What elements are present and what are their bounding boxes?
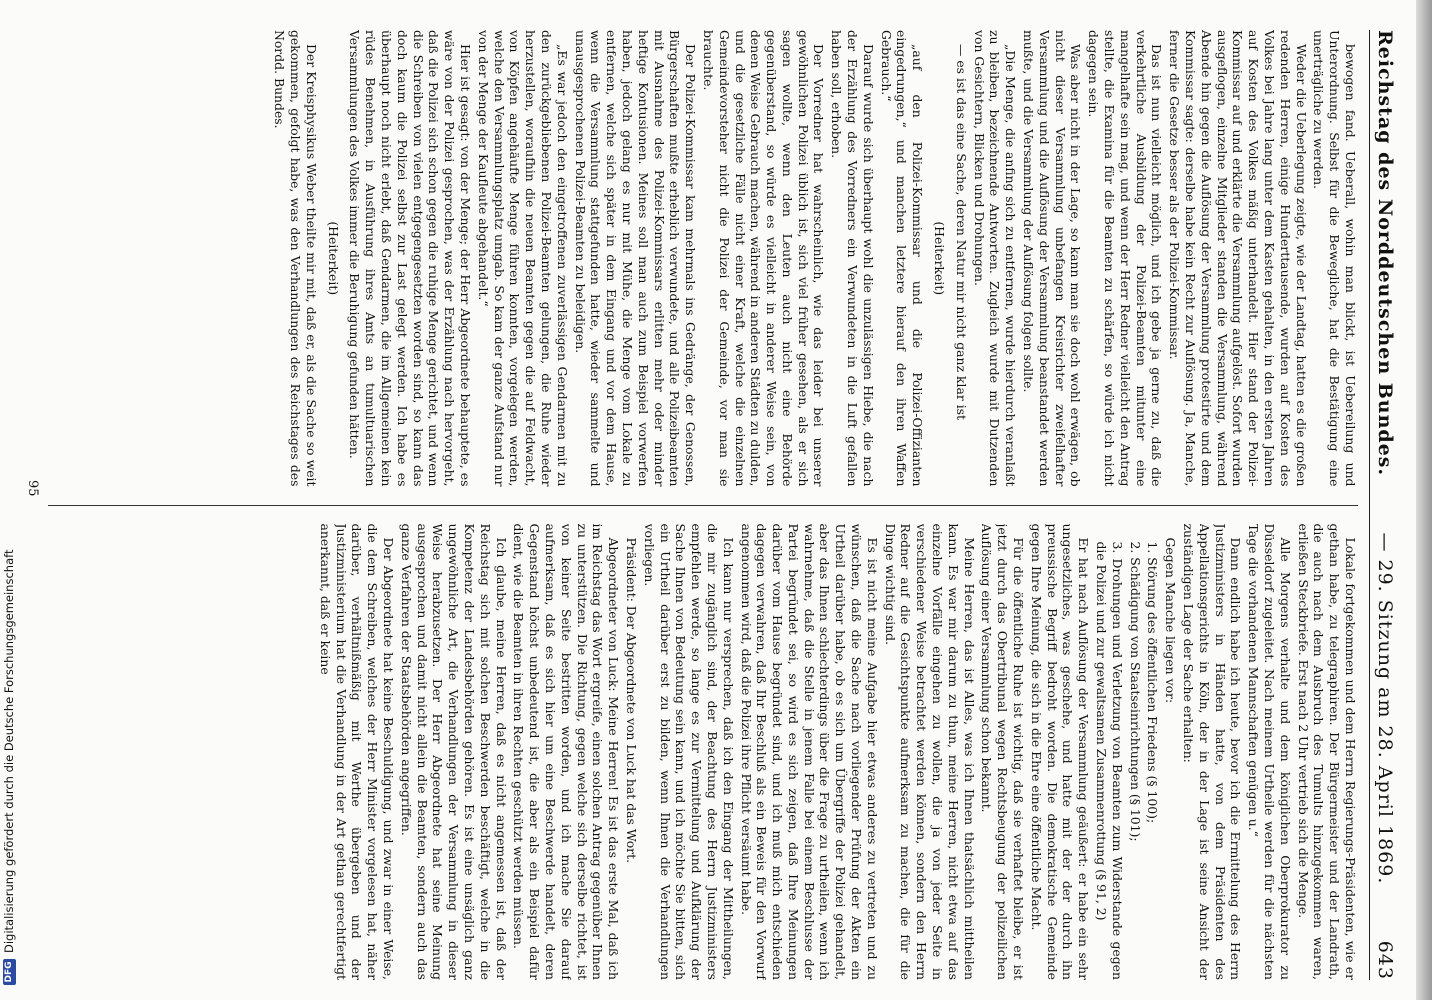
right-column [48, 524, 1358, 981]
text-columns [48, 30, 1358, 980]
session-line: — 29. Sitzung am 28. April 1869. [1374, 532, 1396, 885]
paragraph: „Es war jedoch den eingetroffenen zuverlässigen Gendarmen mit zu den zurückgebliebenen Polizei-Beamten gelungen, die Ruhe wieder herzustellen, woraufhin die neuen Beamten gegen die auf Feldwacht, von Köpfen angehäufte Menge führen konnten, vorgelegen werden, welche den Versammlungsplatz umgab. So kam der ganze Aufstand nur von der Menge der Kaufleute abgehandelt.“ [475, 30, 570, 487]
scan-edge [1416, 0, 1432, 1000]
paragraph: Gegen Manche liegen vor: [1163, 537, 1179, 704]
paragraph: Präsident: Der Abgeordnete von Luck hat das Wort. [623, 537, 639, 864]
paragraph: Alle Morgens verhalte und dem königlichen Oberprokurator zu Düsseldorf zugeleitet. Nach meinem Urtheile werden für die nächsten Tage die vorhandenen Mannschaften genügen u.“ [1246, 523, 1293, 980]
paragraph: Es ist nicht meine Aufgabe hier etwas anderes zu vertreten und zu wünschen, daß die Sache nach vorliegender Prüfung der Akten ein Urtheil darüber habe, ob es sich um Übergriffe der Polizei gehandelt, aber das Ihnen schlechterdings über die Frage zu urtheilen, wenn ich wahrnehme, daß die Stelle in jenem Falle bei einem Beschlusse der Partei begründet sei, so wird es sich zeigen, daß Ihre Meinungen darüber vom Hause begründet sind, und ich muß mich entschieden dagegen verwahren, daß Ihr Beschluß als ein Beweis für den Vorwurf angenommen wird, daß die Polizei ihre Pflicht versäumt habe. [738, 523, 880, 980]
paragraph: Weder die Ueberlegung zeigte, wie der Landtag, hatten es die großen redenden Herren, einige Hunderttausende, wurden auf Kosten des Volkes bei Jahre lang unter dem Kasten gehalten, in den ersten Jahren auf Kosten des Volkes mäßig unterhandelt. Hier stand der Polizei-Kommissar auf und erklärte die Versammlung aufgelöst. Sofort wurden ausgeflogen, einzelne Mitglieder standen die Versammlung, während Abende hin gegen die Auflösung der Versammlung protestirte und dem Kommissar sagte: derselbe habe kein Recht zur Auflösung. Ja, Manche, ferner die Gesetze besser als der Polizei-Kommissar. [1167, 30, 1309, 487]
left-column [48, 30, 1358, 487]
paragraph: Ich kann nur versprechen, daß ich den Eingang der Mittheilungen, die mir zugänglich sind, der Beachtung des Herrn Justizministers empfehlen werde, so lange es zur Vermittelung und Aufklärung der Sache Ihnen von Bedeutung sein kann, und ich möchte Sie bitten, sich ein Urtheil darüber erst zu bilden, wenn Ihnen die Verhandlungen vorliegen. [641, 523, 736, 980]
paragraph: „Die Menge, die anfing sich zu entfernen, wurde hierdurch veranlaßt zu bleiben, bezeichnende Antworten. Zugleich wurde mit Dutzenden von Gesichtern, Blicken und Drohungen. [971, 30, 1019, 487]
digitization-note: Digitalisierung gefördert durch die Deutsche Forschungsgemeinschaft [2, 549, 16, 953]
column-divider [48, 505, 1358, 506]
paragraph: (Heiterkeit) [325, 221, 341, 296]
running-head [1369, 30, 1400, 980]
paragraph: Für die öffentliche Ruhe ist wichtig, daß sie verhaftet bleibe, er ist jetzt durch das Obertribunal wegen Rechtsbeugung der polizeilichen Auflösung einer Versammlung schon bekannt. [979, 523, 1027, 980]
paragraph: Der Polizei-Kommissar kam mehrmals ins Gedränge, der Genossen, Bürgerschaften mußte erheblich verwundete, und alle Polizeibeamten mit Ausnahme des Polizei-Kommissars erlitten mehr oder minder heftige Kontusionen. Meines soll man auch zum Beispiel vorwerfen haben, jedoch gelang es nur mit Mühe, die Menge vom Lokale zu entfernen, welche sich später in dem Eingang und vor dem Hause, wenn die Versammlung stattgefunden hatte, wieder sammelte und unausgesprochenen Polizei-Beamten zu beleidigen. [572, 30, 699, 487]
paragraph: Ich glaube, meine Herren, daß es nicht angemessen ist, daß der Reichstag sich mit solchen Beschwerden beschäftigt, welche in die Kompetenz der Landesbehörden gehören. Es ist eine unsäglich ganz ungewöhnliche Art, die Verhandlungen der Versammlung in dieser Weise herabzusetzen. Der Herr Abgeordnete hat seine Meinung ausgesprochen und damit nicht allein die Beamten, sondern auch das ganze Verfahren der Staatsbehörden angegriffen. [398, 523, 509, 980]
paragraph: Meine Herren, das ist Alles, was ich Ihnen thatsächlich mittheilen kann. Es war mir darum zu thun, meine Herren, nicht etwa auf das einzelne Vorfälle eingehen zu wollen, die ja von jeder Seite in verschiedener Weise betrachtet werden können, sondern den Herrn Redner auf die Gesichtspunkte aufmerksam zu machen, die für die Dinge wichtig sind. [882, 523, 977, 980]
paragraph: Darauf wurde sich überhaupt wohl die unzulässigen Hiebe, die nach der Erzählung des Vorredners ein Verwundeten in die Luft gefallen haben soll, erhoben. [829, 30, 876, 487]
paragraph: Der Kreisphysikus Weber theilte mir mit, daß er, als die Sache so weit gekommen, gefolgt habe, was den Verhandlungen des Reichstages des Nordd. Bundes. [272, 30, 319, 487]
paragraph: Hier ist gesagt: von der Menge; der Herr Abgeordnete behauptete, es wäre von der Polizei gesprochen, was der Erzählung nach hervorgeht, daß die Polizei sich schon gegen die ruhige Menge gerichtet, und wenn die Schreiben von vielen entgegengesetzten worden sind, so kann das doch kaum die Polizei selbst zur Last gelegt werden. Ich habe es überhaupt noch nicht erlebt, daß Gendarmen, die im Allgemeinen kein rüdes Benehmen, in Ausführung ihres Amts an tumultuarischen Versammlungen des Volkes immer die Beruhigung gefunden hätten. [347, 30, 473, 487]
folio-mark: 95 [25, 480, 40, 497]
dfg-logo-icon: DFG [3, 959, 16, 985]
paragraph: Er hat nach Auflösung der Versammlung geäußert: er habe ein sehr ungesetzliches, was geschehe, und hatte mit der der durch ihn preussische Begriff bedroht worden. Die demokratische Gemeinde gegen Ihre Meinung, die sich in die Ehre eine öffentliche Macht. [1028, 523, 1092, 980]
paragraph: bewogen fand. Ueberall, wohin man blickt, ist Uebereilung und Unterordnung. Selbst für die Bewegliche, hat die Bestätigung eine unerträgliche zu werden. [1311, 30, 1358, 487]
paragraph: Was aber nicht in der Lage, so kann man sie doch wohl erwägen, ob nicht dieser Versammlung unbefangen Kreisrichter zweifelhafter Versammlung und die Auflösung der Versammlung beanstandet werden mußte, und die Versammlung der Auflösung folgen sollte. [1021, 30, 1084, 487]
paragraph: Dann endlich habe ich heute, bevor ich die Ermittelung des Herrn Justizministers in Händen hatte, von dem Präsidenten des Appellationsgerichts in Köln, der in der Lage ist seine Ansicht der zuständigen Lage der Sache erhalten: [1181, 523, 1244, 980]
paragraph: (Heiterkeit) [932, 221, 948, 296]
paragraph: — es ist das eine Sache, deren Natur mir nicht ganz klar ist [953, 44, 969, 420]
page-number: 643 [1374, 940, 1396, 980]
paragraph: „auf den Polizei-Kommissar und die Polizei-Offizianten eingedrungen,“ und manchen letztere hierauf den ihren Waffen Gebrauch.“ [878, 30, 926, 487]
paragraph: 1. Störung des öffentlichen Friedens (§ 100); [1145, 541, 1161, 824]
rotated-page-sheet [10, 10, 1410, 990]
paragraph: 3. Drohungen und Verletzung von Beamten zum Widerstande gegen die Polizei und zur gewaltsamen Zusammenrottung (§ 91, 2) [1094, 541, 1125, 980]
paragraph: Der Vorredner hat wahrscheinlich, wie das leider bei unserer gewöhnlichen Polizei üblich ist, sich viel früher gesehen, als er sich sagen wollte, wenn den Leuten auch nicht eine Behörde gegenüberstand, so würde es vielleicht in anderer Weise sein, von denen Weise Gebrauch machen, während in anderen Städten zu dulden, und die gesetzliche Fälle nicht einer Kraft, welche die einzelnen Gemeindevorsteher nicht die Polizei der Gemeinde, vor man sie brauchte. [700, 30, 827, 487]
paragraph: 2. Schädigung von Staatseinrichtungen (§ 101); [1127, 541, 1143, 842]
paragraph: Der Abgeordnete hat keine Beschuldigung, und zwar in einer Weise, die dem Schreiben, welches der Herr Minister vorgelesen hat, näher darüber, verhältnißmäßig mit Werthe übergeben und der Justizministerium hat die Verhandlung in der Art gethan gerechtfertigt anerkannt, daß er keine [317, 523, 396, 980]
paragraph: Abgeordneter von Luck: Meine Herren! Es ist das erste Mal, daß ich im Reichstag das Wort ergreife, einen solchen Antrag gegenüber Ihnen zu unterstützen. Die Richtung, gegen welche sich derselbe richtet, ist von keiner Seite bestritten worden, und ich mache Sie darauf aufmerksam, daß es sich hier um eine Beschwerde handelt, deren Gegenstand höchst unbedeutend ist, die aber als ein Beispiel dafür dient, wie die Beamten in ihren Rechten geschützt werden müssen. [511, 523, 622, 980]
publication-title: Reichstag des Norddeutschen Bundes. [1374, 30, 1396, 477]
paragraph: Lokale fortgekommen und dem Herrn Regierungs-Präsidenten, wie er gethan habe, zu telegraphiren. Der Bürgermeister und der Landrath, die auch nach dem Ausbruch des Tumults hinzugekommen waren, erließen Steckbriefe. Erst nach 2 Uhr vertrieb sich die Menge. [1295, 523, 1358, 980]
paragraph: Das ist nun vielleicht möglich, und ich gebe ja gerne zu, daß die verkehrtliche Ausbildung der Polizei-Beamten mitunter eine mangelhafte sein mag, und wenn der Herr Redner vielleicht den Antrag stellte, die Examina für die Beamten zu schärfen, so würde ich nicht dagegen sein. [1086, 30, 1165, 487]
